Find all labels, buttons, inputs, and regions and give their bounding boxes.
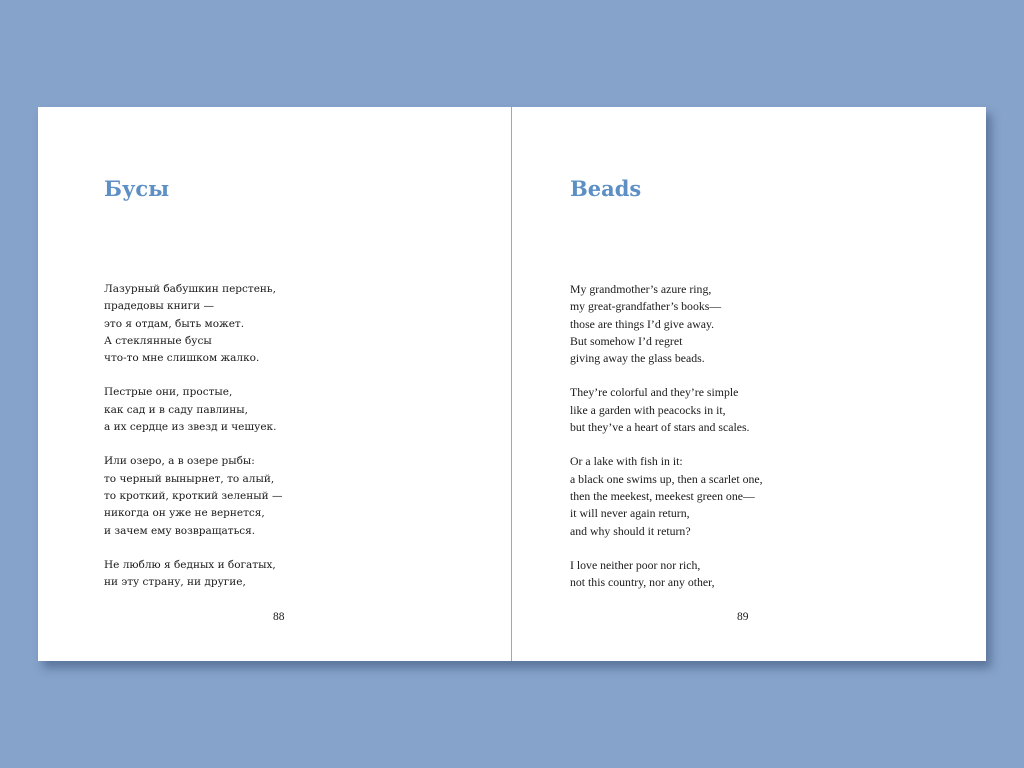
poem-line: А стеклянные бусы	[104, 334, 212, 347]
poem-title-english: Beads	[570, 176, 642, 201]
right-page	[512, 107, 986, 661]
poem-line: those are things I’d give away.	[570, 316, 715, 331]
poem-line: My grandmother’s azure ring,	[570, 282, 712, 296]
stanza	[570, 557, 763, 592]
poem-line: Пестрые они, простые,	[104, 386, 233, 399]
poem-body-russian	[104, 281, 282, 608]
poem-line: Или озеро, а в озере рыбы:	[104, 455, 255, 468]
page-number: 88	[273, 611, 285, 623]
poem-line: это я отдам, быть может.	[104, 317, 245, 330]
page-number: 89	[737, 611, 749, 623]
poem-line: But somehow I’d regret	[570, 333, 683, 348]
stanza	[104, 557, 282, 592]
poem-line: They’re colorful and they’re simple	[570, 385, 739, 400]
poem-title-russian: Бусы	[104, 176, 170, 201]
poem-line: ни эту страну, ни другие,	[104, 576, 246, 589]
poem-line: giving away the glass beads.	[570, 351, 705, 366]
poem-line: Лазурный бабушкин перстень,	[104, 283, 276, 295]
poem-line: и зачем ему возвращаться.	[104, 524, 256, 537]
poem-line: прадедовы книги —	[104, 300, 214, 313]
stanza	[104, 281, 282, 367]
poem-line: I love neither poor nor rich,	[570, 557, 701, 572]
poem-line: Or a lake with fish in it:	[570, 454, 683, 469]
poem-line: then the meekest, meekest green one—	[570, 488, 755, 503]
poem-line: а их сердце из звезд и чешуек.	[104, 421, 277, 434]
poem-line: никогда он уже не вернется,	[104, 507, 265, 520]
poem-line: my great-grandfather’s books—	[570, 299, 722, 314]
stanza	[570, 384, 763, 436]
poem-line: but they’ve a heart of stars and scales.	[570, 420, 750, 435]
poem-line: то черный вынырнет, то алый,	[104, 472, 275, 485]
stanza	[104, 453, 282, 539]
poem-line: что-то мне слишком жалко.	[104, 352, 260, 365]
poem-line: a black one swims up, then a scarlet one,	[570, 471, 763, 486]
poem-line: and why should it return?	[570, 523, 691, 538]
stanza	[570, 453, 763, 539]
poem-line: not this country, nor any other,	[570, 575, 715, 590]
book-spread	[38, 107, 986, 661]
stanza	[104, 384, 282, 436]
poem-line: Не люблю я бедных и богатых,	[104, 558, 276, 571]
poem-line: it will never again return,	[570, 506, 690, 521]
poem-line: как сад и в саду павлины,	[104, 403, 248, 416]
stanza	[570, 281, 763, 367]
poem-line: то кроткий, кроткий зеленый —	[104, 489, 283, 502]
poem-line: like a garden with peacocks in it,	[570, 402, 726, 417]
left-page	[38, 107, 512, 661]
poem-body-english	[570, 281, 763, 608]
